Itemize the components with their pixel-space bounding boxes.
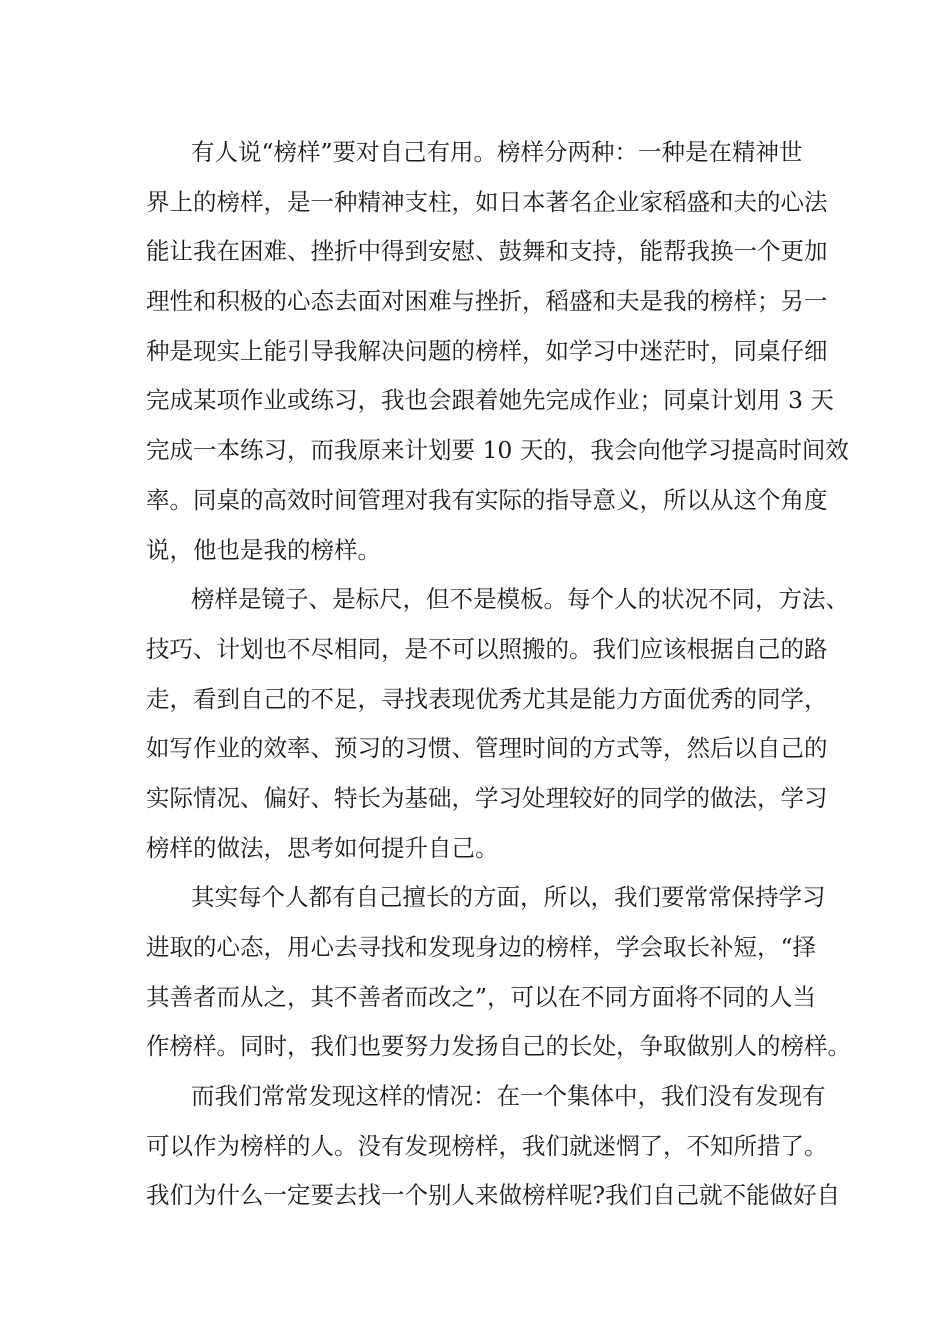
text-line: 能让我在困难、挫折中得到安慰、鼓舞和支持，能帮我换一个更加: [146, 237, 828, 266]
text-line: 走，看到自己的不足，寻找表现优秀尤其是能力方面优秀的同学，: [146, 684, 828, 713]
paragraph: [146, 873, 851, 1072]
text-line: 完成某项作业或练习，我也会跟着她先完成作业；同桌计划用 3 天: [146, 386, 834, 415]
text-line: 榜样是镜子、是标尺，但不是模板。每个人的状况不同，方法、: [191, 585, 849, 614]
paragraph: [146, 1072, 841, 1221]
text-line: 率。同桌的高效时间管理对我有实际的指导意义，所以从这个角度: [146, 485, 828, 514]
text-line: 可以作为榜样的人。没有发现榜样，我们就迷惘了，不知所措了。: [146, 1131, 828, 1160]
text-line: 榜样的做法，思考如何提升自己。: [146, 833, 499, 862]
text-line: 有人说“榜样”要对自己有用。榜样分两种：一种是在精神世: [191, 138, 803, 166]
text-line: 界上的榜样，是一种精神支柱，如日本著名企业家稻盛和夫的心法: [146, 187, 828, 216]
text-line: 种是现实上能引导我解决问题的榜样，如学习中迷茫时，同桌仔细: [146, 336, 828, 365]
text-line: 其善者而从之，其不善者而改之”，可以在不同方面将不同的人当: [146, 982, 817, 1011]
paragraph: [146, 575, 849, 873]
text-line: 如写作业的效率、预习的习惯、管理时间的方式等，然后以自己的: [146, 734, 828, 763]
text-line: 技巧、计划也不尽相同，是不可以照搬的。我们应该根据自己的路: [146, 634, 828, 663]
paragraph: [146, 128, 849, 575]
text-line: 作榜样。同时，我们也要努力发扬自己的长处，争取做别人的榜样。: [146, 1032, 851, 1061]
text-line: 理性和积极的心态去面对困难与挫折，稻盛和夫是我的榜样；另一: [146, 287, 828, 316]
document-body: [146, 128, 851, 1221]
text-line: 而我们常常发现这样的情况：在一个集体中，我们没有发现有: [191, 1082, 826, 1111]
text-line: 我们为什么一定要去找一个别人来做榜样呢?我们自己就不能做好自: [146, 1181, 841, 1210]
text-line: 实际情况、偏好、特长为基础，学习处理较好的同学的做法，学习: [146, 783, 828, 812]
text-line: 其实每个人都有自己擅长的方面，所以，我们要常常保持学习: [191, 883, 826, 912]
text-line: 说，他也是我的榜样。: [146, 535, 381, 564]
text-line: 完成一本练习，而我原来计划要 10 天的，我会向他学习提高时间效: [146, 436, 849, 465]
text-line: 进取的心态，用心去寻找和发现身边的榜样，学会取长补短，“择: [146, 933, 817, 961]
